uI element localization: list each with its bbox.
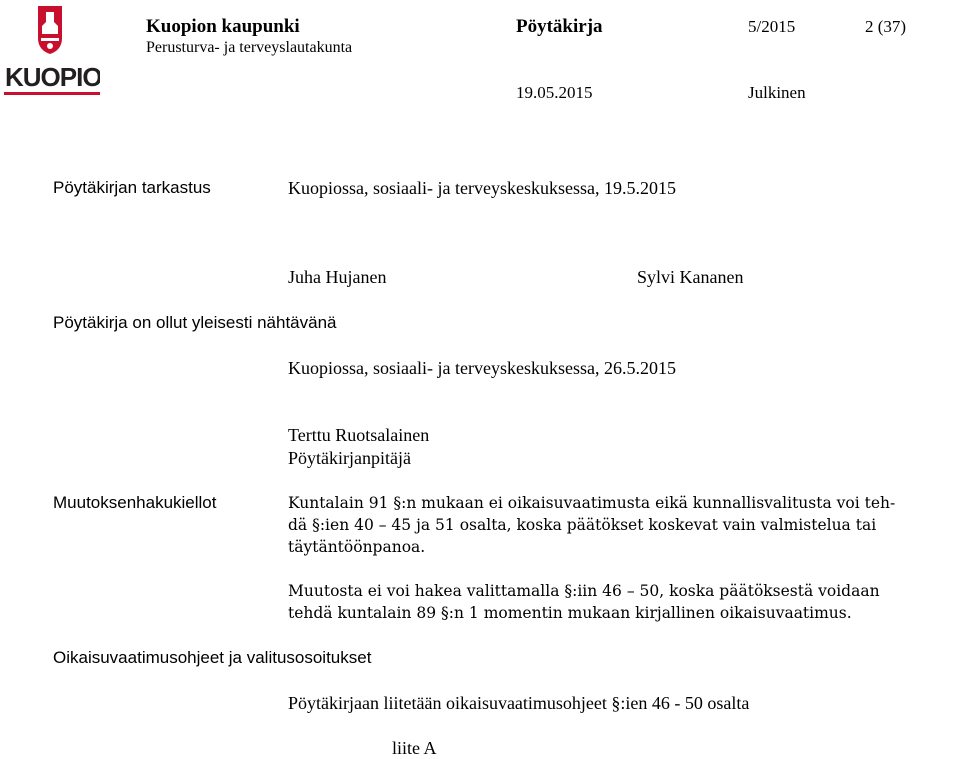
appeals-p1-line1: Kuntalain 91 §:n mukaan ei oikaisuvaatimusta eikä kunnallisvalitusta voi teh- bbox=[288, 494, 896, 512]
kuopio-logo bbox=[4, 4, 100, 98]
appeals-p2-line2: tehdä kuntalain 89 §:n 1 momentin mukaan kirjallinen oikaisuvaatimus. bbox=[288, 604, 852, 622]
inspector-1: Juha Hujanen bbox=[288, 267, 387, 287]
document-number: 5/2015 bbox=[748, 17, 796, 36]
instructions-text: Pöytäkirjaan liitetään oikaisuvaatimusohjeet §:ien 46 - 50 osalta bbox=[288, 693, 750, 713]
inspector-2: Sylvi Kananen bbox=[637, 267, 744, 287]
attachment-reference: liite A bbox=[392, 738, 437, 758]
appeals-p2-line1: Muutosta ei voi hakea valittamalla §:iin 46 – 50, koska päätöksestä voidaan bbox=[288, 582, 880, 600]
instructions-label: Oikaisuvaatimusohjeet ja valitusosoitukset bbox=[53, 648, 372, 667]
appeals-p1-line3: täytäntöönpanoa. bbox=[288, 538, 426, 556]
page-number: 2 (37) bbox=[865, 17, 907, 36]
appeals-paragraph-2 bbox=[288, 580, 958, 624]
appeals-label: Muutoksenhakukiellot bbox=[53, 493, 217, 512]
public-display-label: Pöytäkirja on ollut yleisesti nähtävänä bbox=[53, 313, 337, 332]
public-display-place-date: Kuopiossa, sosiaali- ja terveyskeskuksessa, 26.5.2015 bbox=[288, 358, 676, 378]
appeals-p1-line2: dä §:ien 40 – 45 ja 51 osalta, koska päätökset koskevat vain valmistelua tai bbox=[288, 516, 877, 534]
keeper-title: Pöytäkirjanpitäjä bbox=[288, 448, 411, 468]
document-type: Pöytäkirja bbox=[516, 16, 603, 37]
inspection-place-date: Kuopiossa, sosiaali- ja terveyskeskuksessa, 19.5.2015 bbox=[288, 178, 676, 198]
coat-of-arms-icon bbox=[4, 4, 100, 98]
keeper-name: Terttu Ruotsalainen bbox=[288, 425, 430, 445]
appeals-paragraph-1 bbox=[288, 492, 958, 558]
meeting-date: 19.05.2015 bbox=[516, 83, 593, 102]
publicity-status: Julkinen bbox=[748, 83, 806, 102]
logo-wordmark: KUOPIO bbox=[5, 62, 100, 92]
board-name: Perusturva- ja terveyslautakunta bbox=[146, 39, 353, 56]
inspection-label: Pöytäkirjan tarkastus bbox=[53, 178, 211, 197]
organization-name: Kuopion kaupunki bbox=[146, 16, 300, 37]
